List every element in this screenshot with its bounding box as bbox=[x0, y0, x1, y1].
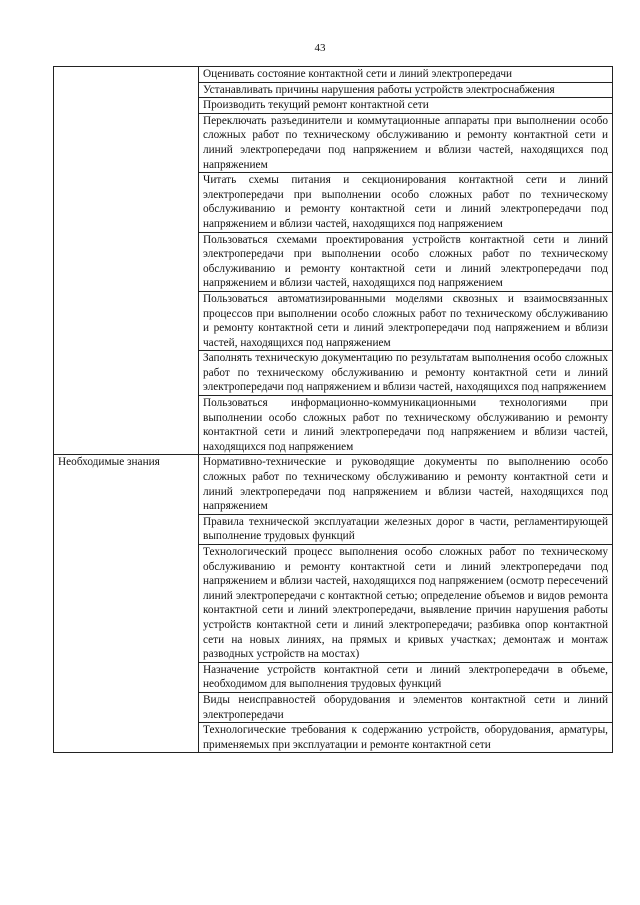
section-label: Необходимые знания bbox=[58, 456, 160, 469]
section-label-cell bbox=[54, 455, 199, 753]
requirements-table bbox=[53, 66, 613, 753]
requirement-item: Устанавливать причины нарушения работы устройств электроснабжения bbox=[199, 82, 613, 98]
page-number: 43 bbox=[314, 42, 326, 54]
requirement-item: Оценивать состояние контактной сети и линий электропередачи bbox=[199, 67, 613, 83]
requirement-item: Технологический процесс выполнения особо сложных работ по техническому обслуживанию и ремонту контактной сети и линий электропередачи под напряжением и вблизи частей, находящихся под напряжением (осмотр пересечений линий электропередачи с контактной сетью; определение объемов и видов ремонта контактной сети и линий электропередачи, выявление причин нарушения работы устройств контактной сети и линий электропередачи; разбивка опор контактной сети на новых линиях, на прямых и кривых участках; демонтаж и монтаж разводных устройств на мостах) bbox=[199, 545, 613, 663]
requirement-item: Читать схемы питания и секционирования контактной сети и линий электропередачи при выполнении особо сложных работ по техническому обслуживанию и ремонту контактной сети и линий электропередачи под напряжением и вблизи частей, находящихся под напряжением bbox=[199, 173, 613, 232]
requirement-item: Переключать разъединители и коммутационные аппараты при выполнении особо сложных работ по техническому обслуживанию и ремонту контактной сети и линий электропередачи под напряжением и вблизи частей, находящихся под напряжением bbox=[199, 113, 613, 172]
section-label-cell bbox=[54, 67, 199, 455]
requirement-item: Пользоваться информационно-коммуникационными технологиями при выполнении особо сложных работ по техническому обслуживанию и ремонту контактной сети и линий электропередачи под напряжением и вблизи частей, находящихся под напряжением bbox=[199, 396, 613, 455]
requirement-item: Правила технической эксплуатации железных дорог в части, регламентирующей выполнение трудовых функций bbox=[199, 514, 613, 544]
requirement-item: Пользоваться схемами проектирования устройств контактной сети и линий электропередачи при выполнении особо сложных работ по техническому обслуживанию и ремонту контактной сети и линий электропередачи под напряжением и вблизи частей, находящихся под напряжением bbox=[199, 232, 613, 291]
table-row bbox=[54, 67, 613, 83]
table-row bbox=[54, 455, 613, 514]
requirements-table-body bbox=[54, 67, 613, 753]
requirement-item: Нормативно-технические и руководящие документы по выполнению особо сложных работ по техническому обслуживанию и ремонту контактной сети и линий электропередачи под напряжением и вблизи частей, находящихся под напряжением bbox=[199, 455, 613, 514]
requirement-item: Пользоваться автоматизированными моделями сквозных и взаимосвязанных процессов при выполнении особо сложных работ по техническому обслуживанию и ремонту контактной сети и линий электропередачи под напряжением и вблизи частей, находящихся под напряжением bbox=[199, 291, 613, 350]
requirement-item: Производить текущий ремонт контактной сети bbox=[199, 98, 613, 114]
requirement-item: Виды неисправностей оборудования и элементов контактной сети и линий электропередачи bbox=[199, 692, 613, 722]
requirement-item: Технологические требования к содержанию устройств, оборудования, арматуры, применяемых при эксплуатации и ремонте контактной сети bbox=[199, 723, 613, 753]
requirement-item: Заполнять техническую документацию по результатам выполнения особо сложных работ по техническому обслуживанию и ремонту контактной сети и линий электропередачи под напряжением и вблизи частей, находящихся под напряжением bbox=[199, 351, 613, 396]
requirement-item: Назначение устройств контактной сети и линий электропередачи в объеме, необходимом для выполнения трудовых функций bbox=[199, 662, 613, 692]
